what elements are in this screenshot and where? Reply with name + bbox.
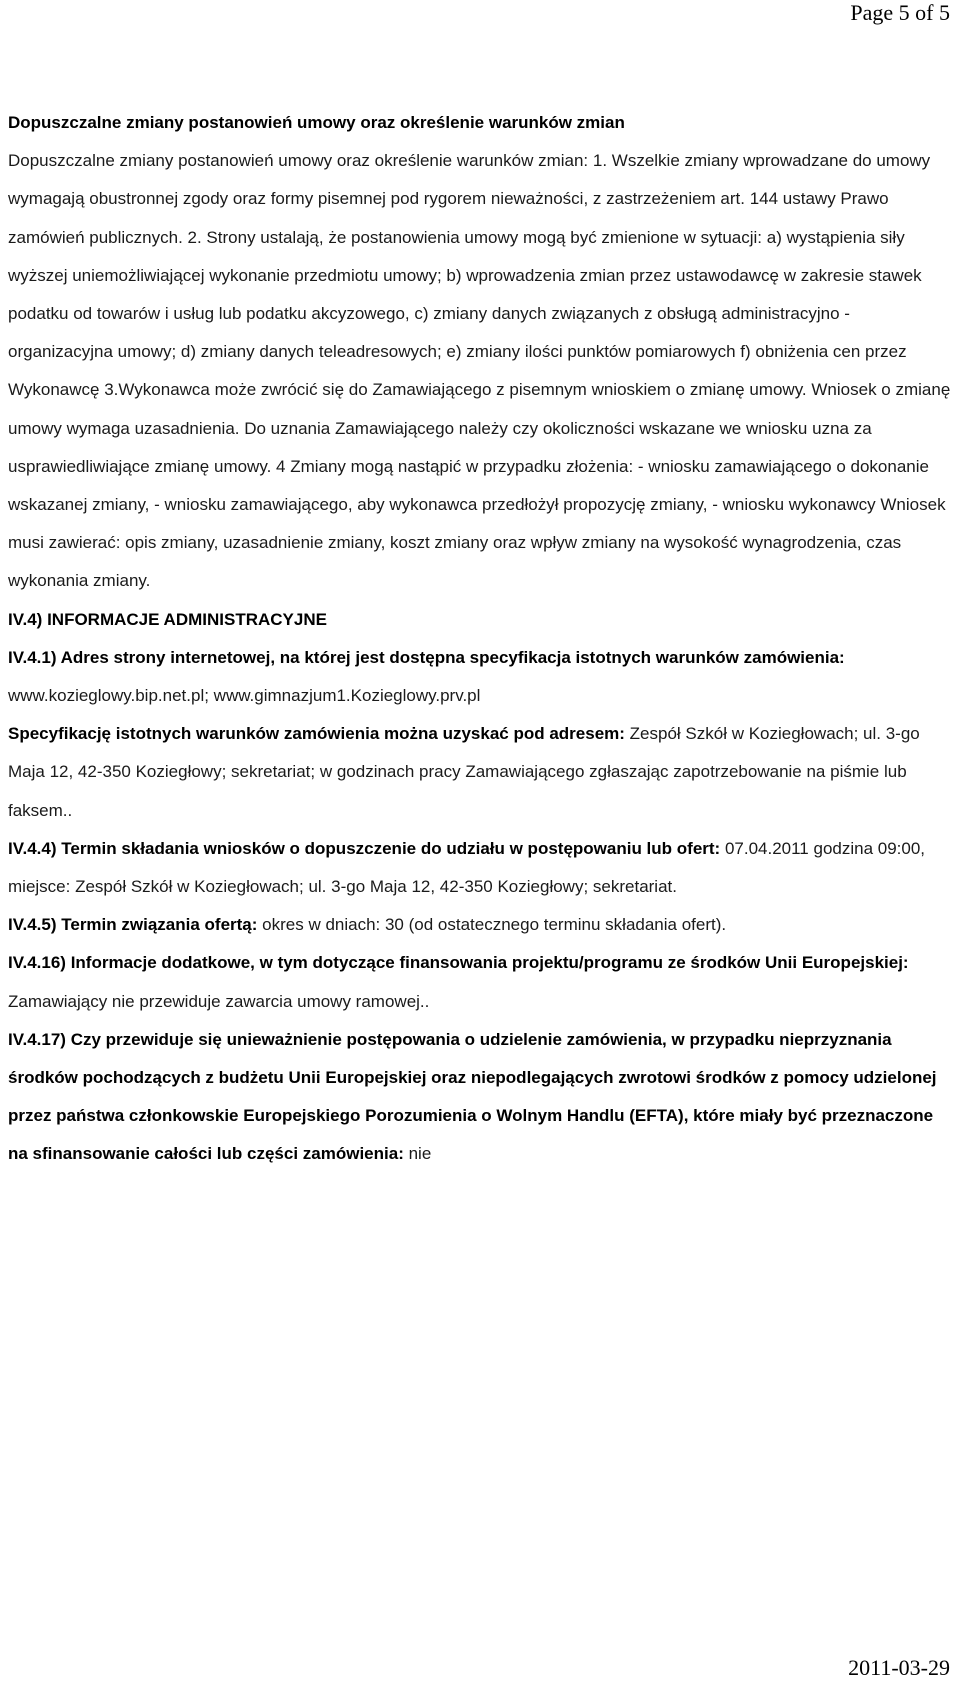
changes-paragraph: Dopuszczalne zmiany postanowień umowy oraz określenie warunków zmian: 1. Wszelkie zmiany wprowadzane do umowy wymagają obustronnej zgody oraz formy pisemnej pod rygorem nieważności, z zastrzeżeniem art. 144 ustawy Prawo zamówień publicznych. 2. Strony ustalają, że postanowienia umowy mogą być zmienione w sytuacji: a) wystąpienia siły wyższej uniemożliwiającej wykonanie przedmiotu umowy; b) wprowadzenia zmian przez ustawodawcę w zakresie stawek podatku od towarów i usług lub podatku akcyzowego, c) zmiany danych związanych z obsługą administracyjno - organizacyjna umowy; d) zmiany danych teleadresowych; e) zmiany ilości punktów pomiarowych f) obniżenia cen przez Wykonawcę 3.Wykonawca może zwrócić się do Zamawiającego z pisemnym wnioskiem o zmianę umowy. Wniosek o zmianę umowy wymaga uzasadnienia. Do uznania Zamawiającego należy czy okoliczności wskazane we wniosku uzna za usprawiedliwiające zmianę umowy. 4 Zmiany mogą nastąpić w przypadku złożenia: - wniosku zamawiającego o dokonanie wskazanej zmiany, - wniosku zamawiającego, aby wykonawca przedłożył propozycję zmiany, - wniosku wykonawcy Wniosek musi zawierać: opis zmiany, uzasadnienie zmiany, koszt zmiany oraz wpływ zmiany na wysokość wynagrodzenia, czas wykonania zmiany.	[8, 151, 951, 591]
page-number: Page 5 of 5	[850, 0, 950, 25]
document-body	[8, 104, 954, 1174]
item-iv45	[8, 906, 954, 944]
item-iv41-label: IV.4.1) Adres strony internetowej, na której jest dostępna specyfikacja istotnych warunków zamówienia:	[8, 647, 845, 667]
item-iv45-value: okres w dniach: 30 (od ostatecznego terminu składania ofert).	[257, 915, 727, 935]
item-iv44	[8, 830, 954, 906]
item-iv41-value: www.kozieglowy.bip.net.pl; www.gimnazjum1.Kozieglowy.prv.pl	[8, 686, 481, 706]
heading-text: Dopuszczalne zmiany postanowień umowy oraz określenie warunków zmian	[8, 113, 625, 132]
section-heading	[8, 104, 954, 142]
item-iv416-value: Zamawiający nie przewiduje zawarcia umowy ramowej..	[8, 991, 430, 1011]
section-iv4-title	[8, 601, 954, 639]
item-iv44-label: IV.4.4) Termin składania wniosków o dopuszczenie do udziału w postępowaniu lub ofert:	[8, 838, 721, 858]
footer-date: 2011-03-29	[848, 1655, 950, 1680]
section-iv4-title-text: IV.4) INFORMACJE ADMINISTRACYJNE	[8, 609, 327, 629]
item-iv417	[8, 1021, 954, 1174]
item-spec	[8, 715, 954, 830]
item-iv417-label: IV.4.17) Czy przewiduje się unieważnienie postępowania o udzielenie zamówienia, w przypadku nieprzyznania środków pochodzących z budżetu Unii Europejskiej oraz niepodlegających zwrotowi środków z pomocy udzielonej przez państwa członkowskie Europejskiego Porozumienia o Wolnym Handlu (EFTA), które miały być przeznaczone na sfinansowanie całości lub części zamówienia:	[8, 1029, 937, 1164]
item-iv417-value: nie	[403, 1144, 432, 1164]
item-spec-label: Specyfikację istotnych warunków zamówienia można uzyskać pod adresem:	[8, 724, 625, 744]
item-iv416-label: IV.4.16) Informacje dodatkowe, w tym dotyczące finansowania projektu/programu ze środków Unii Europejskiej:	[8, 953, 909, 973]
item-iv44-value: 07.04.2011 godzina 09:00, miejsce: Zespół Szkół w Koziegłowach; ul. 3-go Maja 12, 42-350 Koziegłowy; sekretariat.	[8, 838, 926, 897]
item-spec-value: Zespół Szkół w Koziegłowach; ul. 3-go Maja 12, 42-350 Koziegłowy; sekretariat; w godzinach pracy Zamawiającego zgłaszając zapotrzebowanie na piśmie lub faksem..	[8, 724, 920, 820]
item-iv45-label: IV.4.5) Termin związania ofertą:	[8, 915, 258, 935]
item-iv41	[8, 639, 954, 715]
item-iv416	[8, 944, 954, 1020]
